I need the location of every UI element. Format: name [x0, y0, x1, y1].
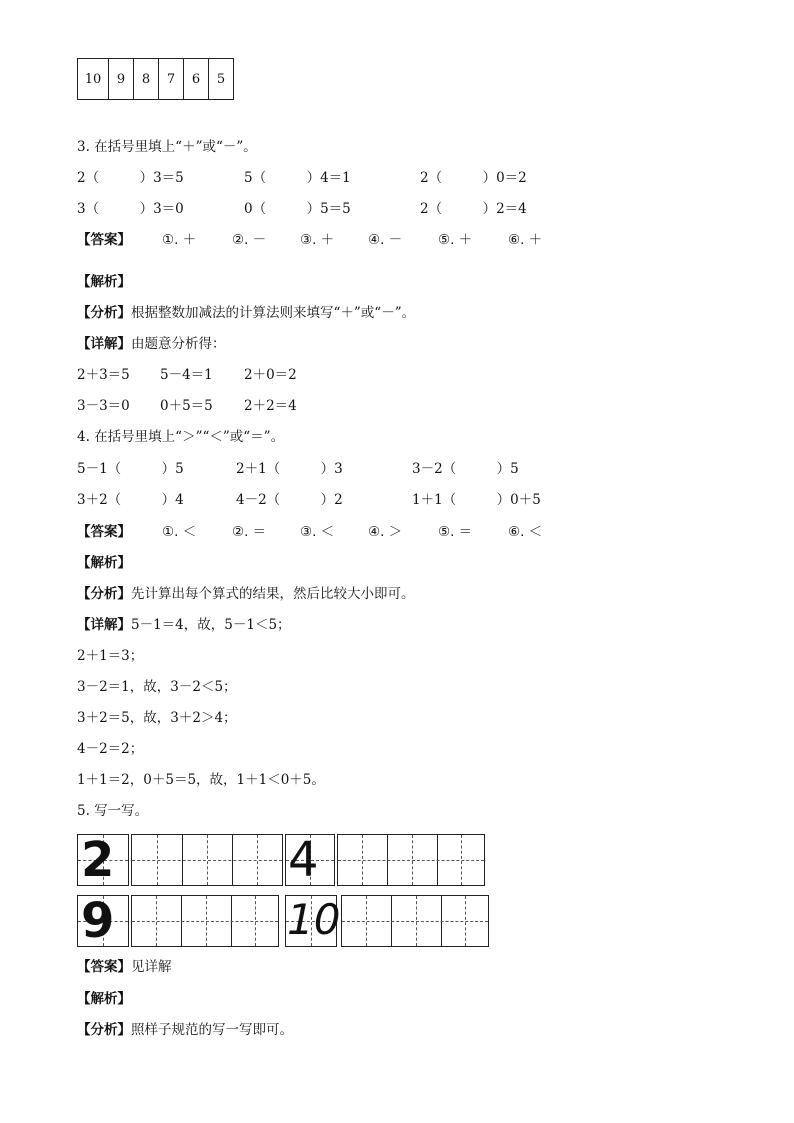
calc-item: 2＋0＝2 [244, 367, 297, 383]
sample-digit: 2 [81, 832, 115, 888]
detail-line: 2＋1＝3； [77, 648, 144, 664]
detail-line: 3－2＝1，故，3－2＜5； [77, 679, 237, 695]
fenxi-text: 照样子规范的写一写即可。 [131, 1022, 293, 1038]
writing-grid [131, 895, 279, 947]
xiangjie-text: 5－1＝4，故，5－1＜5； [131, 617, 291, 633]
q4-item: 5－1（ ）5 [77, 461, 184, 477]
sample-digit: 10 [287, 895, 341, 944]
fenxi-text: 先计算出每个算式的结果，然后比较大小即可。 [131, 586, 415, 602]
xiangjie-label: 【详解】 [77, 336, 131, 352]
detail-line: 1＋1＝2，0＋5＝5，故，1＋1＜0＋5。 [77, 772, 325, 788]
fenxi-text: 根据整数加减法的计算法则来填写“＋”或“－”。 [131, 305, 416, 321]
sample-box [77, 895, 129, 947]
fenxi-line [77, 585, 415, 603]
q3-item: 2（ ）2＝4 [420, 201, 527, 217]
answer-text: 见详解 [131, 959, 172, 975]
analysis-label: 【解析】 [77, 274, 131, 290]
q3-title: 3. 在括号里填上“＋”或“－”。 [77, 139, 257, 155]
q4-item: 3－2（ ）5 [412, 461, 519, 477]
calc-item: 2＋2＝4 [244, 398, 297, 414]
q3-item: 2（ ）3＝5 [77, 170, 184, 186]
xiangjie-line [77, 616, 291, 634]
q3-item: 5（ ）4＝1 [244, 170, 351, 186]
answer-item: ②. － [232, 232, 267, 248]
xiangjie-line [77, 335, 226, 353]
answer-item: ④. － [368, 232, 403, 248]
calc-item: 5－4＝1 [160, 367, 213, 383]
xiangjie-label: 【详解】 [77, 617, 131, 633]
q3-item: 2（ ）0＝2 [420, 170, 527, 186]
writing-grid [341, 895, 489, 947]
table-cell: 5 [209, 59, 234, 100]
answer-label: 【答案】 [77, 959, 131, 975]
answer-item: ①. ＜ [162, 524, 197, 540]
calc-item: 3－3＝0 [77, 398, 130, 414]
fenxi-label: 【分析】 [77, 586, 131, 602]
sample-box [285, 834, 335, 886]
q4-title: 4. 在括号里填上“＞”“＜”或“＝”。 [77, 429, 285, 445]
fenxi-line [77, 1021, 293, 1039]
table-cell: 8 [134, 59, 159, 100]
q5-title: 5. 写一写。 [77, 803, 149, 819]
answer-line [77, 958, 172, 976]
table-cell: 10 [78, 59, 109, 100]
answer-item: ⑤. ＋ [438, 232, 473, 248]
answer-item: ⑥. ＋ [508, 232, 543, 248]
q4-item: 2＋1（ ）3 [236, 461, 343, 477]
answer-label: 【答案】 [77, 232, 131, 248]
table-cell: 6 [184, 59, 209, 100]
number-table [77, 58, 234, 100]
answer-item: ④. ＞ [368, 524, 403, 540]
q4-item: 1＋1（ ）0＋5 [412, 492, 541, 508]
calc-item: 2＋3＝5 [77, 367, 130, 383]
sample-digit: 4 [288, 832, 319, 888]
answer-item: ⑤. ＝ [438, 524, 473, 540]
q3-item: 0（ ）5＝5 [244, 201, 351, 217]
answer-item: ⑥. ＜ [508, 524, 543, 540]
table-cell: 7 [159, 59, 184, 100]
xiangjie-text: 由题意分析得： [131, 336, 226, 352]
detail-line: 4－2＝2； [77, 741, 144, 757]
fenxi-label: 【分析】 [77, 305, 131, 321]
answer-item: ③. ＋ [300, 232, 335, 248]
sample-box [285, 895, 341, 947]
answer-item: ②. ＝ [232, 524, 267, 540]
calc-item: 0＋5＝5 [160, 398, 213, 414]
q3-item: 3（ ）3＝0 [77, 201, 184, 217]
q4-item: 4－2（ ）2 [236, 492, 343, 508]
sample-box [77, 834, 129, 886]
fenxi-line [77, 304, 415, 322]
detail-line: 3＋2＝5，故，3＋2＞4； [77, 710, 237, 726]
analysis-label: 【解析】 [77, 555, 131, 571]
answer-item: ③. ＜ [300, 524, 335, 540]
answer-item: ①. ＋ [162, 232, 197, 248]
table-cell: 9 [109, 59, 134, 100]
fenxi-label: 【分析】 [77, 1022, 131, 1038]
q4-item: 3＋2（ ）4 [77, 492, 184, 508]
answer-label: 【答案】 [77, 524, 131, 540]
writing-grid [337, 834, 485, 886]
analysis-label: 【解析】 [77, 991, 131, 1007]
writing-grid [131, 834, 283, 886]
sample-digit: 9 [81, 893, 115, 949]
